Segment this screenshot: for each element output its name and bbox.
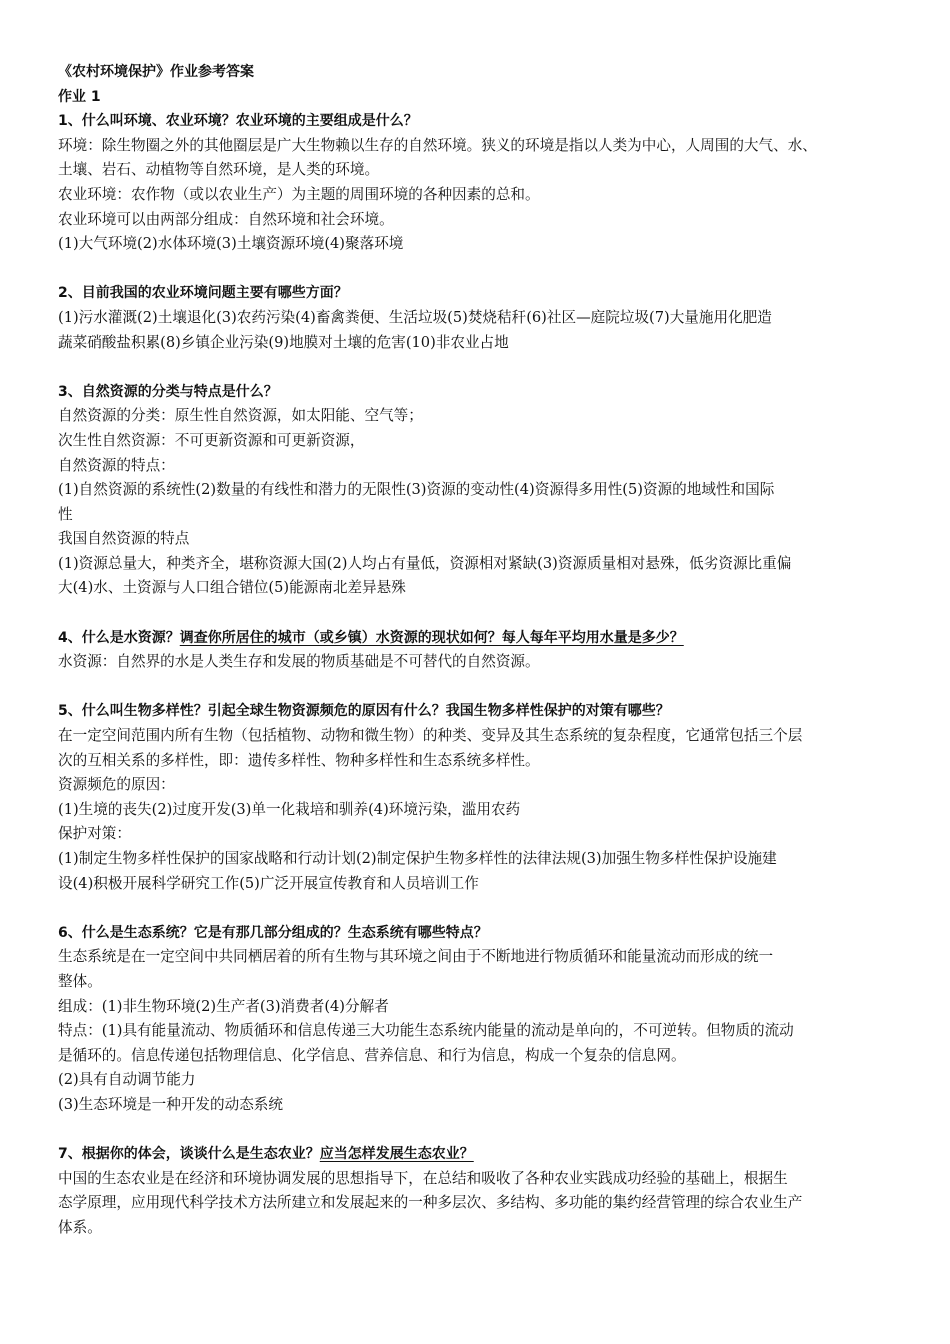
answer-line: 在一定空间范围内所有生物（包括植物、动物和微生物）的种类、变异及其生态系统的复杂程度，它通常包括三个层 bbox=[58, 727, 803, 745]
answer-line: 生态系统是在一定空间中共同栖居着的所有生物与其环境之间由于不断地进行物质循环和能量流动而形成的统一 bbox=[58, 948, 774, 966]
question-7-heading bbox=[58, 1142, 908, 1167]
question-1-heading: 1、什么叫环境、农业环境？农业环境的主要组成是什么？ bbox=[58, 113, 418, 130]
answer-line: 自然资源的特点： bbox=[58, 456, 175, 474]
question-7-heading-plain: 7、根据你的体会，谈谈什么是生态农业？ bbox=[58, 1146, 320, 1163]
answer-line: 自然资源的分类：原生性自然资源，如太阳能、空气等； bbox=[58, 407, 423, 425]
answer-line: (1)资源总量大，种类齐全，堪称资源大国(2)人均占有量低，资源相对紧缺(3)资源质量相对悬殊，低劣资源比重偏 bbox=[58, 554, 792, 572]
question-4-heading bbox=[58, 626, 908, 651]
answer-line: 整体。 bbox=[58, 972, 102, 990]
answer-line: 组成：(1)非生物环境(2)生产者(3)消费者(4)分解者 bbox=[58, 997, 389, 1015]
answer-line: 次生性自然资源：不可更新资源和可更新资源， bbox=[58, 431, 365, 449]
answer-line: 性 bbox=[58, 505, 73, 523]
document-title: 《农村环境保护》作业参考答案 bbox=[58, 64, 254, 80]
answer-line: 水资源：自然界的水是人类生存和发展的物质基础是不可替代的自然资源。 bbox=[58, 653, 540, 671]
answer-line: 特点：(1)具有能量流动、物质循环和信息传递三大功能生态系统内能量的流动是单向的，不可逆转。但物质的流动 bbox=[58, 1022, 794, 1040]
answer-line: 农业环境可以由两部分组成：自然环境和社会环境。 bbox=[58, 210, 394, 228]
answer-line: 我国自然资源的特点 bbox=[58, 530, 190, 548]
answer-line: 蔬菜硝酸盐积累(8)乡镇企业污染(9)地膜对土壤的危害(10)非农业占地 bbox=[58, 333, 509, 351]
answer-line: 是循环的。信息传递包括物理信息、化学信息、营养信息、和行为信息，构成一个复杂的信息网。 bbox=[58, 1046, 686, 1064]
question-4-heading-plain: 4、什么是水资源？ bbox=[58, 629, 180, 646]
answer-line: 大(4)水、土资源与人口组合错位(5)能源南北差异悬殊 bbox=[58, 579, 406, 597]
answer-line: 态学原理，应用现代科学技术方法所建立和发展起来的一种多层次、多结构、多功能的集约经营管理的综合农业生产 bbox=[58, 1194, 803, 1212]
question-4-heading-underlined: 调查你所居住的城市（或乡镇）水资源的现状如何？每人每年平均用水量是多少？ bbox=[179, 629, 684, 646]
answer-line: 次的互相关系的多样性，即：遗传多样性、物种多样性和生态系统多样性。 bbox=[58, 751, 540, 769]
question-3-heading: 3、自然资源的分类与特点是什么？ bbox=[58, 383, 278, 400]
question-6-heading: 6、什么是生态系统？它是有那几部分组成的？生态系统有哪些特点？ bbox=[58, 924, 488, 941]
answer-line: 设(4)积极开展科学研究工作(5)广泛开展宣传教育和人员培训工作 bbox=[58, 874, 479, 892]
answer-line: (1)自然资源的系统性(2)数量的有线性和潜力的无限性(3)资源的变动性(4)资源得多用性(5)资源的地域性和国际 bbox=[58, 481, 775, 499]
question-7-heading-underlined: 应当怎样发展生态农业？ bbox=[319, 1146, 474, 1163]
answer-line: (1)大气环境(2)水体环境(3)土壤资源环境(4)聚落环境 bbox=[58, 235, 404, 253]
answer-line: (1)污水灌溉(2)土壤退化(3)农药污染(4)畜禽粪便、生活垃圾(5)焚烧秸秆(6)社区—庭院垃圾(7)大量施用化肥造 bbox=[58, 308, 772, 326]
document-page bbox=[58, 60, 908, 1241]
answer-line: (1)制定生物多样性保护的国家战略和行动计划(2)制定保护生物多样性的法律法规(3)加强生物多样性保护设施建 bbox=[58, 850, 777, 867]
answer-line: 资源频危的原因： bbox=[58, 776, 175, 794]
answer-line: 保护对策： bbox=[58, 825, 131, 843]
answer-line: 体系。 bbox=[58, 1218, 102, 1236]
answer-line: (1)生境的丧失(2)过度开发(3)单一化栽培和驯养(4)环境污染，滥用农药 bbox=[58, 800, 521, 818]
answer-line: (3)生态环境是一种开发的动态系统 bbox=[58, 1095, 283, 1113]
question-5-heading: 5、什么叫生物多样性？引起全球生物资源频危的原因有什么？我国生物多样性保护的对策有哪些？ bbox=[58, 703, 670, 720]
question-2-heading: 2、目前我国的农业环境问题主要有哪些方面？ bbox=[58, 285, 348, 302]
answer-line: 环境：除生物圈之外的其他圈层是广大生物赖以生存的自然环境。狭义的环境是指以人类为中心，人周围的大气、水、 bbox=[58, 136, 817, 154]
answer-line: 农业环境：农作物（或以农业生产）为主题的周围环境的各种因素的总和。 bbox=[58, 185, 540, 203]
answer-line: 土壤、岩石、动植物等自然环境，是人类的环境。 bbox=[58, 161, 380, 179]
section-title: 作业 1 bbox=[58, 88, 101, 105]
answer-line: (2)具有自动调节能力 bbox=[58, 1071, 196, 1089]
answer-line: 中国的生态农业是在经济和环境协调发展的思想指导下，在总结和吸收了各种农业实践成功经验的基础上，根据生 bbox=[58, 1169, 788, 1187]
